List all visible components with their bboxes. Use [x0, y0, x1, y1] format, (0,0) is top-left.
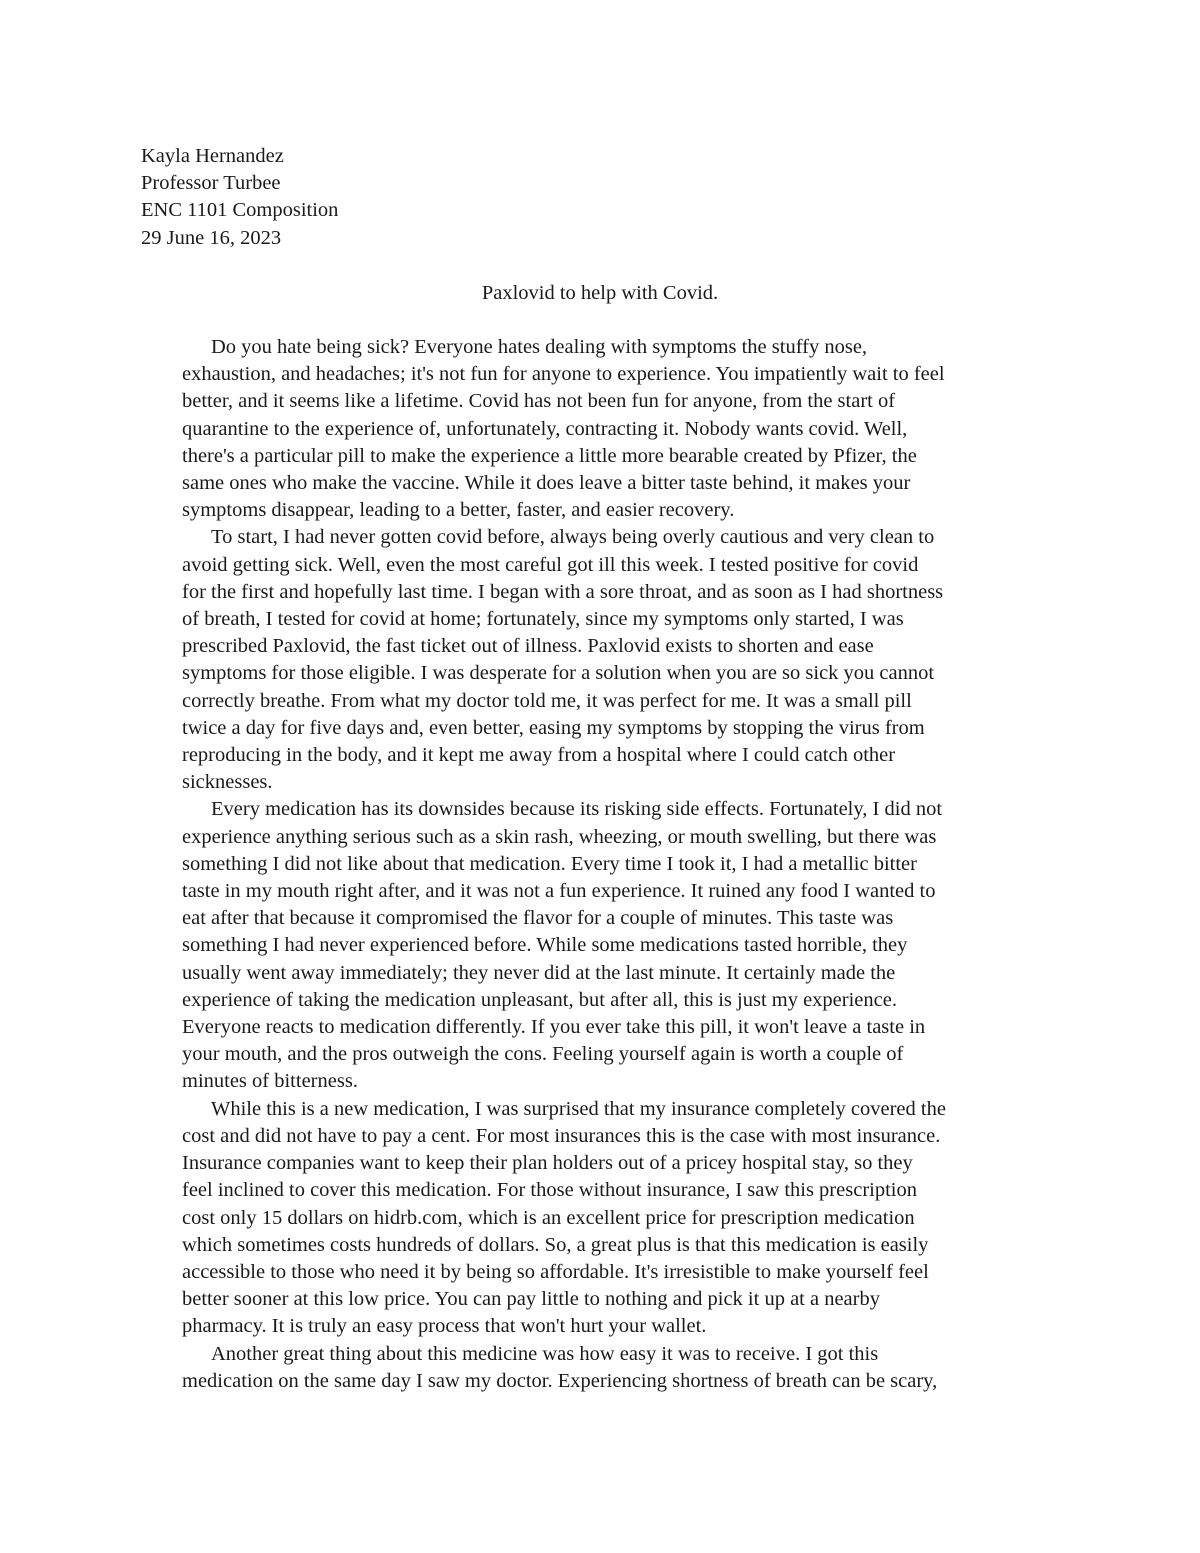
- paragraph-line: better sooner at this low price. You can pay little to nothing and pick it up at a nearby: [182, 1288, 880, 1311]
- paragraph-line: Another great thing about this medicine was how easy it was to receive. I got this: [211, 1342, 879, 1365]
- paragraph-line: your mouth, and the pros outweigh the cons. Feeling yourself again is worth a couple of: [182, 1043, 904, 1066]
- author-name: Kayla Hernandez: [141, 145, 284, 167]
- paragraph-line: of breath, I tested for covid at home; fortunately, since my symptoms only started, I was: [182, 608, 904, 631]
- paragraph-line: symptoms for those eligible. I was desperate for a solution when you are so sick you cannot: [182, 662, 935, 685]
- paragraph-line: accessible to those who need it by being so affordable. It's irresistible to make yourself feel: [182, 1260, 929, 1283]
- paragraph-line: symptoms disappear, leading to a better, faster, and easier recovery.: [182, 499, 735, 522]
- paragraph-line: better, and it seems like a lifetime. Covid has not been fun for anyone, from the start of: [182, 390, 896, 413]
- paragraph-line: twice a day for five days and, even better, easing my symptoms by stopping the virus from: [182, 716, 925, 739]
- paragraph-line: Everyone reacts to medication differently. If you ever take this pill, it won't leave a taste in: [182, 1016, 926, 1039]
- paragraph-line: exhaustion, and headaches; it's not fun for anyone to experience. You impatiently wait to feel: [182, 363, 945, 386]
- paragraph-line: To start, I had never gotten covid before, always being overly cautious and very clean to: [211, 526, 935, 549]
- paragraph-line: something I did not like about that medication. Every time I took it, I had a metallic bitter: [182, 852, 917, 875]
- paragraph-line: eat after that because it compromised the flavor for a couple of minutes. This taste was: [182, 907, 894, 930]
- paragraph-line: While this is a new medication, I was surprised that my insurance completely covered the: [211, 1097, 946, 1120]
- paragraph-line: usually went away immediately; they never did at the last minute. It certainly made the: [182, 961, 896, 984]
- paragraph-line: reproducing in the body, and it kept me away from a hospital where I could catch other: [182, 744, 896, 767]
- paragraph-line: there's a particular pill to make the experience a little more bearable created by Pfizer, the: [182, 444, 917, 467]
- paragraph-line: medication on the same day I saw my doctor. Experiencing shortness of breath can be scary,: [182, 1369, 938, 1392]
- paragraph-line: correctly breathe. From what my doctor told me, it was perfect for me. It was a small pill: [182, 689, 912, 712]
- paragraph-line: sicknesses.: [182, 771, 273, 794]
- paragraph-line: for the first and hopefully last time. I began with a sore throat, and as soon as I had shortness: [182, 580, 944, 603]
- paragraph-line: Insurance companies want to keep their plan holders out of a pricey hospital stay, so they: [182, 1152, 913, 1175]
- paragraph-line: cost and did not have to pay a cent. For most insurances this is the case with most insurance.: [182, 1124, 941, 1147]
- paragraph-line: taste in my mouth right after, and it was not a fun experience. It ruined any food I wanted to: [182, 880, 936, 903]
- course-name: ENC 1101 Composition: [141, 199, 339, 222]
- paragraph-line: quarantine to the experience of, unfortunately, contracting it. Nobody wants covid. Well,: [182, 417, 908, 440]
- professor-name: Professor Turbee: [141, 172, 281, 195]
- paragraph-line: avoid getting sick. Well, even the most careful got ill this week. I tested positive for covid: [182, 553, 919, 576]
- paragraph-line: something I had never experienced before. While some medications tasted horrible, they: [182, 934, 908, 957]
- paragraph-line: Do you hate being sick? Everyone hates dealing with symptoms the stuffy nose,: [211, 336, 868, 358]
- paragraph-line: experience anything serious such as a skin rash, wheezing, or mouth swelling, but there was: [182, 825, 937, 848]
- paragraph-line: which sometimes costs hundreds of dollars. So, a great plus is that this medication is easily: [182, 1233, 929, 1256]
- paragraph-line: pharmacy. It is truly an easy process that won't hurt your wallet.: [182, 1315, 707, 1338]
- paragraph-line: feel inclined to cover this medication. For those without insurance, I saw this prescription: [182, 1179, 917, 1202]
- essay-body: [182, 334, 1072, 1395]
- essay-date: 29 June 16, 2023: [141, 226, 282, 249]
- paragraph-line: same ones who make the vaccine. While it does leave a bitter taste behind, it makes your: [182, 472, 911, 495]
- paragraph-line: minutes of bitterness.: [182, 1070, 358, 1093]
- paragraph-line: Every medication has its downsides because its risking side effects. Fortunately, I did not: [211, 798, 943, 821]
- paragraph-line: cost only 15 dollars on hidrb.com, which is an excellent price for prescription medication: [182, 1206, 915, 1229]
- paragraph-line: prescribed Paxlovid, the fast ticket out of illness. Paxlovid exists to shorten and ease: [182, 635, 874, 658]
- mla-header: [141, 143, 741, 252]
- paragraph-line: experience of taking the medication unpleasant, but after all, this is just my experience.: [182, 988, 897, 1011]
- essay-title: Paxlovid to help with Covid.: [481, 282, 719, 304]
